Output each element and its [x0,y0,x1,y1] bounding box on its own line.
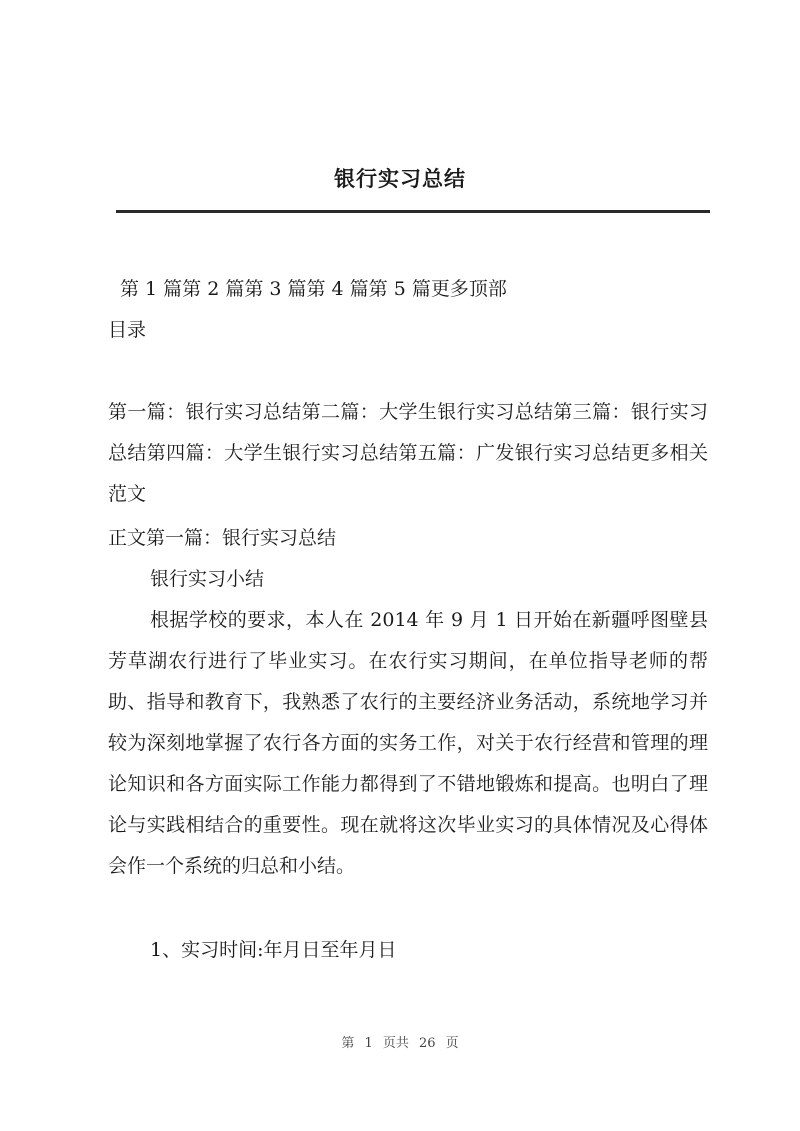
toc-entries: 第一篇：银行实习总结第二篇：大学生银行实习总结第三篇：银行实习总结第四篇：大学生银行实习总结第五篇：广发银行实习总结更多相关范文 [108,401,708,505]
body-section-label: 正文第一篇：银行实习总结 [108,527,337,549]
chapter-nav-links[interactable]: 第 1 篇第 2 篇第 3 篇第 4 篇第 5 篇更多顶部 [120,278,507,300]
page-number-footer: 第 1 页共 26 页 [341,1036,459,1051]
toc-heading: 目录 [108,319,147,341]
section-subtitle: 银行实习小结 [150,568,265,590]
document-title: 银行实习总结 [334,166,466,191]
body-paragraph: 根据学校的要求，本人在 2014 年 9 月 1 日开始在新疆呼图壁县芳草湖农行进行了毕业实习。在农行实习期间，在单位指导老师的帮助、指导和教育下，我熟悉了农行的主要经济业务活动，系统地学习并较为深刻地掌握了农行各方面的实务工作，对关于农行经营和管理的理论知识和各方面实际工作能力都得到了不错地锻炼和提高。也明白了理论与实践相结合的重要性。现在就将这次毕业实习的具体情况及心得体会作一个系统的归总和小结。 [108,609,708,877]
title-divider [116,210,710,213]
list-item-internship-time: 1、实习时间:年月日至年月日 [150,939,397,961]
